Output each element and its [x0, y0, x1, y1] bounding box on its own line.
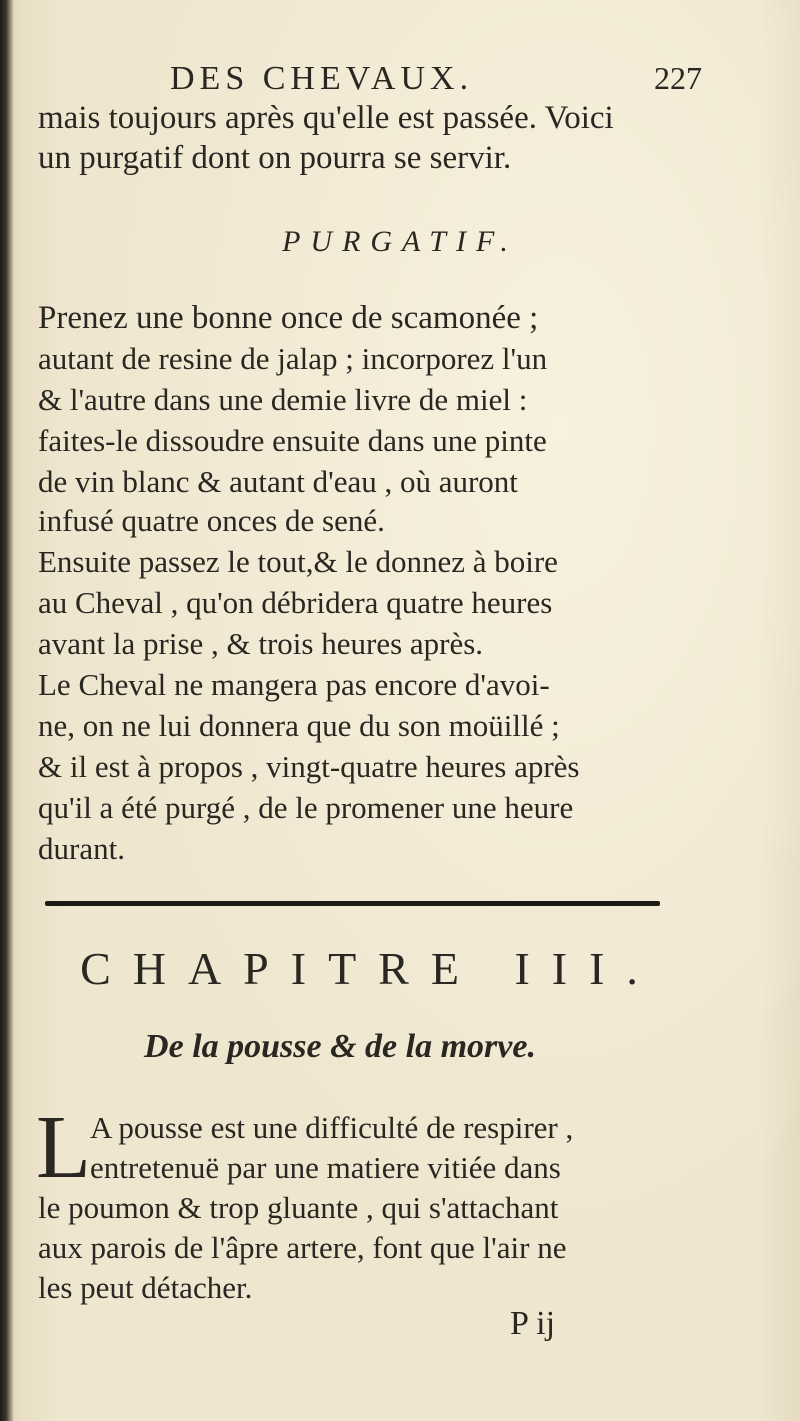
recipe-line: avant la prise , & trois heures après.	[38, 626, 484, 661]
running-title: DES CHEVAUX.	[170, 60, 474, 97]
chapter-line: les peut détacher.	[38, 1270, 253, 1305]
recipe-line: Prenez une bonne once de scamonée ;	[38, 300, 539, 336]
recipe-line: qu'il a été purgé , de le promener une heure	[38, 790, 574, 825]
drop-cap: L	[36, 1098, 91, 1197]
page-header	[170, 60, 702, 104]
recipe-line: au Cheval , qu'on débridera quatre heures	[38, 585, 553, 620]
text-line: un purgatif dont on pourra se servir.	[38, 140, 512, 176]
recipe-line: faites-le dissoudre ensuite dans une pinte	[38, 423, 547, 458]
chapter-subtitle: De la pousse & de la morve.	[144, 1028, 536, 1065]
chapter-title: CHAPITRE III.	[80, 943, 660, 994]
text-line: mais toujours après qu'elle est passée. Voici	[38, 100, 614, 136]
recipe-line: Le Cheval ne mangera pas encore d'avoi-	[38, 667, 550, 702]
section-divider	[45, 901, 660, 906]
recipe-line: ne, on ne lui donnera que du son moüillé ;	[38, 708, 560, 743]
recipe-line: & il est à propos , vingt-quatre heures après	[38, 749, 580, 784]
book-binding-shadow	[0, 0, 14, 1421]
section-heading: PURGATIF.	[282, 225, 518, 258]
recipe-line: & l'autre dans une demie livre de miel :	[38, 382, 528, 417]
signature-mark: P ij	[510, 1305, 556, 1342]
recipe-line: infusé quatre onces de sené.	[38, 503, 385, 538]
page-number: 227	[654, 60, 702, 96]
recipe-line: durant.	[38, 831, 125, 866]
chapter-line: A pousse est une difficulté de respirer ,	[90, 1110, 574, 1145]
chapter-line: entretenuë par une matiere vitiée dans	[90, 1150, 561, 1185]
recipe-line: autant de resine de jalap ; incorporez l'un	[38, 341, 548, 376]
chapter-line: aux parois de l'âpre artere, font que l'air ne	[38, 1230, 567, 1265]
chapter-line: le poumon & trop gluante , qui s'attachant	[38, 1190, 559, 1225]
recipe-line: Ensuite passez le tout,& le donnez à boire	[38, 544, 558, 579]
recipe-line: de vin blanc & autant d'eau , où auront	[38, 464, 518, 499]
